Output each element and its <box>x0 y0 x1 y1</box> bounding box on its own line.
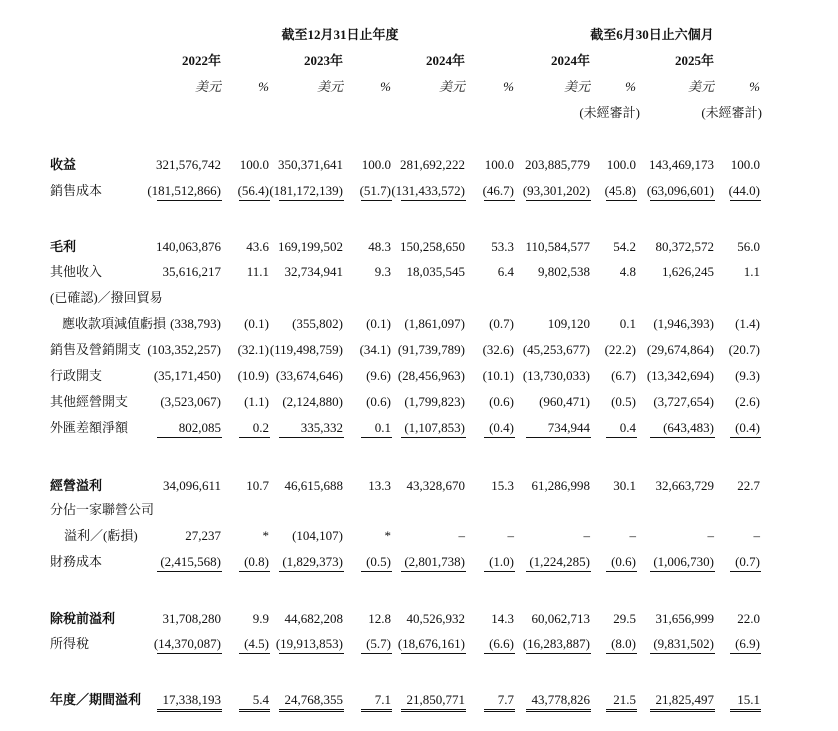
amount-cell: 9,802,538 <box>538 264 590 279</box>
percent-cell: 53.3 <box>491 239 514 254</box>
subtotal-underline <box>526 571 591 572</box>
subtotal-underline <box>239 653 270 654</box>
subtotal-underline <box>526 200 591 201</box>
row-label: 所得稅 <box>50 636 90 651</box>
percent-cell: (0.7) <box>489 316 514 331</box>
percent-cell: 1.1 <box>743 264 760 279</box>
row-label: 行政開支 <box>50 368 103 383</box>
percent-cell: 0.1 <box>619 316 636 331</box>
amount-cell: – <box>458 528 465 543</box>
amount-cell: 32,663,729 <box>655 478 714 493</box>
amount-cell: 1,626,245 <box>662 264 714 279</box>
unit-percent-label: % <box>380 79 391 94</box>
percent-cell: 0.1 <box>374 420 391 435</box>
total-double-underline <box>526 709 591 712</box>
amount-cell: 203,885,779 <box>525 157 590 172</box>
subtotal-underline <box>484 571 515 572</box>
amount-cell: (119,498,759) <box>269 342 343 357</box>
amount-cell: (28,456,963) <box>397 368 465 383</box>
amount-cell: 46,615,688 <box>284 478 343 493</box>
amount-cell: (16,283,887) <box>522 636 590 651</box>
amount-cell: (960,471) <box>539 394 590 409</box>
amount-cell: 40,526,932 <box>406 611 465 626</box>
amount-cell: (131,433,572) <box>391 183 465 198</box>
percent-cell: (0.5) <box>611 394 636 409</box>
percent-cell: 48.3 <box>368 239 391 254</box>
percent-cell: (8.0) <box>611 636 636 651</box>
percent-cell: 43.6 <box>246 239 269 254</box>
amount-cell: 321,576,742 <box>156 157 221 172</box>
unit-percent-label: % <box>625 79 636 94</box>
subtotal-underline <box>650 437 715 438</box>
percent-cell: (2.6) <box>735 394 760 409</box>
subtotal-underline <box>730 571 761 572</box>
amount-cell: 150,258,650 <box>400 239 465 254</box>
percent-cell: 100.0 <box>239 157 269 172</box>
amount-cell: 27,237 <box>185 528 221 543</box>
percent-cell: (0.6) <box>489 394 514 409</box>
row-label: 分佔一家聯營公司 <box>50 502 155 517</box>
percent-cell: (0.4) <box>735 420 760 435</box>
amount-cell: (18,676,161) <box>397 636 465 651</box>
percent-cell: (9.6) <box>366 368 391 383</box>
amount-cell: 35,616,217 <box>162 264 221 279</box>
amount-cell: (1,006,730) <box>653 554 714 569</box>
amount-cell: 34,096,611 <box>162 478 221 493</box>
amount-cell: (1,107,853) <box>404 420 465 435</box>
subtotal-underline <box>157 200 222 201</box>
subtotal-underline <box>484 653 515 654</box>
percent-cell: 6.4 <box>497 264 514 279</box>
amount-cell: 802,085 <box>178 420 221 435</box>
percent-cell: 56.0 <box>737 239 760 254</box>
subtotal-underline <box>157 437 222 438</box>
amount-cell: (2,415,568) <box>160 554 221 569</box>
total-double-underline <box>157 709 222 712</box>
amount-cell: (91,739,789) <box>397 342 465 357</box>
subtotal-underline <box>730 437 761 438</box>
percent-cell: 22.7 <box>737 478 760 493</box>
subtotal-underline <box>606 653 637 654</box>
amount-cell: 17,338,193 <box>162 692 221 707</box>
total-double-underline <box>239 709 270 712</box>
percent-cell: (32.1) <box>237 342 269 357</box>
percent-cell: 15.1 <box>737 692 760 707</box>
amount-cell: (45,253,677) <box>522 342 590 357</box>
subtotal-underline <box>401 571 466 572</box>
percent-cell: (32.6) <box>482 342 514 357</box>
percent-cell: 100.0 <box>361 157 391 172</box>
percent-cell: (51.7) <box>359 183 391 198</box>
percent-cell: (0.7) <box>735 554 760 569</box>
subtotal-underline <box>401 437 466 438</box>
amount-cell: (181,512,866) <box>147 183 221 198</box>
amount-cell: 281,692,222 <box>400 157 465 172</box>
subtotal-underline <box>279 437 344 438</box>
percent-cell: (56.4) <box>237 183 269 198</box>
amount-cell: (14,370,087) <box>153 636 221 651</box>
percent-cell: 22.0 <box>737 611 760 626</box>
percent-cell: – <box>507 528 514 543</box>
total-double-underline <box>361 709 392 712</box>
amount-cell: (181,172,139) <box>269 183 343 198</box>
amount-cell: 24,768,355 <box>284 692 343 707</box>
percent-cell: (4.5) <box>244 636 269 651</box>
subtotal-underline <box>279 571 344 572</box>
subtotal-underline <box>239 200 270 201</box>
percent-cell: (0.4) <box>489 420 514 435</box>
subtotal-underline <box>361 437 392 438</box>
percent-cell: (45.8) <box>604 183 636 198</box>
subtotal-underline <box>730 653 761 654</box>
subtotal-underline <box>606 200 637 201</box>
percent-cell: – <box>753 528 760 543</box>
row-label: 經營溢利 <box>50 478 103 493</box>
amount-cell: (63,096,601) <box>646 183 714 198</box>
row-label: 其他收入 <box>50 264 103 279</box>
amount-cell: (9,831,502) <box>653 636 714 651</box>
percent-cell: (0.1) <box>244 316 269 331</box>
amount-cell: (103,352,257) <box>147 342 221 357</box>
amount-cell: 21,850,771 <box>406 692 465 707</box>
amount-cell: 169,199,502 <box>278 239 343 254</box>
percent-cell: (44.0) <box>728 183 760 198</box>
percent-cell: 12.8 <box>368 611 391 626</box>
percent-cell: (0.6) <box>366 394 391 409</box>
amount-cell: (33,674,646) <box>275 368 343 383</box>
percent-cell: 100.0 <box>484 157 514 172</box>
year-header: 2024年 <box>550 53 590 68</box>
percent-cell: 100.0 <box>730 157 760 172</box>
percent-cell: 0.4 <box>619 420 636 435</box>
amount-cell: 335,332 <box>300 420 343 435</box>
percent-cell: 9.9 <box>252 611 269 626</box>
percent-cell: (22.2) <box>604 342 636 357</box>
amount-cell: 143,469,173 <box>649 157 714 172</box>
subtotal-underline <box>650 653 715 654</box>
subtotal-underline <box>279 653 344 654</box>
amount-cell: 61,286,998 <box>531 478 590 493</box>
amount-cell: 31,708,280 <box>162 611 221 626</box>
percent-cell: – <box>629 528 636 543</box>
row-label: 應收款項減值虧損 <box>62 316 167 331</box>
amount-cell: 44,682,208 <box>284 611 343 626</box>
percent-cell: 7.7 <box>497 692 514 707</box>
amount-cell: 110,584,577 <box>525 239 590 254</box>
row-label: 毛利 <box>50 239 77 254</box>
percent-cell: (6.6) <box>489 636 514 651</box>
subtotal-underline <box>526 653 591 654</box>
subtotal-underline <box>239 437 270 438</box>
amount-cell: 80,372,572 <box>655 239 714 254</box>
percent-cell: (1.0) <box>489 554 514 569</box>
amount-cell: (1,224,285) <box>529 554 590 569</box>
subtotal-underline <box>401 200 466 201</box>
row-label: (已確認)／撥回貿易 <box>50 290 163 305</box>
unit-usd-label: 美元 <box>563 79 590 94</box>
amount-cell: (35,171,450) <box>153 368 221 383</box>
amount-cell: (29,674,864) <box>646 342 714 357</box>
amount-cell: 43,328,670 <box>406 478 465 493</box>
percent-cell: (0.8) <box>244 554 269 569</box>
subtotal-underline <box>157 653 222 654</box>
subtotal-underline <box>606 571 637 572</box>
total-double-underline <box>730 709 761 712</box>
percent-cell: 54.2 <box>613 239 636 254</box>
row-label: 年度／期間溢利 <box>50 692 142 707</box>
percent-cell: (20.7) <box>728 342 760 357</box>
year-header: 2022年 <box>181 53 221 68</box>
amount-cell: (2,801,738) <box>404 554 465 569</box>
percent-cell: 30.1 <box>613 478 636 493</box>
percent-cell: 11.1 <box>246 264 269 279</box>
subtotal-underline <box>157 571 222 572</box>
percent-cell: 15.3 <box>491 478 514 493</box>
row-label: 財務成本 <box>50 554 103 569</box>
amount-cell: 43,778,826 <box>531 692 590 707</box>
percent-cell: 14.3 <box>491 611 514 626</box>
amount-cell: (19,913,853) <box>275 636 343 651</box>
amount-cell: 21,825,497 <box>655 692 714 707</box>
amount-cell: (2,124,880) <box>282 394 343 409</box>
unit-usd-label: 美元 <box>687 79 714 94</box>
unit-percent-label: % <box>258 79 269 94</box>
percent-cell: * <box>262 528 269 543</box>
percent-cell: * <box>384 528 391 543</box>
amount-cell: (643,483) <box>663 420 714 435</box>
amount-cell: 140,063,876 <box>156 239 221 254</box>
amount-cell: (13,342,694) <box>646 368 714 383</box>
percent-cell: (0.6) <box>611 554 636 569</box>
total-double-underline <box>606 709 637 712</box>
amount-cell: 60,062,713 <box>531 611 590 626</box>
percent-cell: (0.5) <box>366 554 391 569</box>
amount-cell: (355,802) <box>292 316 343 331</box>
amount-cell: (1,861,097) <box>404 316 465 331</box>
total-double-underline <box>650 709 715 712</box>
row-label: 收益 <box>50 157 77 172</box>
row-label: 銷售及營銷開支 <box>50 342 142 357</box>
total-double-underline <box>401 709 466 712</box>
unaudited-note: (未經審計) <box>579 105 640 120</box>
amount-cell: (3,523,067) <box>160 394 221 409</box>
unit-percent-label: % <box>749 79 760 94</box>
group-header-fiscal-year: 截至12月31日止年度 <box>281 27 399 42</box>
amount-cell: (1,799,823) <box>404 394 465 409</box>
amount-cell: 32,734,941 <box>284 264 343 279</box>
percent-cell: (5.7) <box>366 636 391 651</box>
percent-cell: (46.7) <box>482 183 514 198</box>
subtotal-underline <box>401 653 466 654</box>
percent-cell: 100.0 <box>606 157 636 172</box>
percent-cell: (0.1) <box>366 316 391 331</box>
percent-cell: 10.7 <box>246 478 269 493</box>
amount-cell: (1,946,393) <box>653 316 714 331</box>
subtotal-underline <box>361 200 392 201</box>
amount-cell: 734,944 <box>547 420 590 435</box>
percent-cell: 0.2 <box>252 420 269 435</box>
row-label: 外匯差額淨額 <box>50 420 129 435</box>
subtotal-underline <box>484 200 515 201</box>
percent-cell: 29.5 <box>613 611 636 626</box>
year-header: 2023年 <box>303 53 343 68</box>
total-double-underline <box>484 709 515 712</box>
subtotal-underline <box>361 653 392 654</box>
percent-cell: (1.1) <box>244 394 269 409</box>
amount-cell: 350,371,641 <box>278 157 343 172</box>
year-header: 2024年 <box>425 53 465 68</box>
percent-cell: 13.3 <box>368 478 391 493</box>
subtotal-underline <box>606 437 637 438</box>
subtotal-underline <box>650 200 715 201</box>
unaudited-note: (未經審計) <box>701 105 762 120</box>
amount-cell: (93,301,202) <box>522 183 590 198</box>
total-double-underline <box>279 709 344 712</box>
unit-usd-label: 美元 <box>316 79 343 94</box>
subtotal-underline <box>730 200 761 201</box>
row-label: 銷售成本 <box>50 183 103 198</box>
percent-cell: 21.5 <box>613 692 636 707</box>
amount-cell: (104,107) <box>292 528 343 543</box>
row-label: 除稅前溢利 <box>50 611 116 626</box>
amount-cell: (1,829,373) <box>282 554 343 569</box>
percent-cell: (6.9) <box>735 636 760 651</box>
subtotal-underline <box>526 437 591 438</box>
amount-cell: (13,730,033) <box>522 368 590 383</box>
year-header: 2025年 <box>674 53 714 68</box>
percent-cell: (1.4) <box>735 316 760 331</box>
percent-cell: (10.9) <box>237 368 269 383</box>
percent-cell: (34.1) <box>359 342 391 357</box>
percent-cell: 5.4 <box>252 692 269 707</box>
unit-percent-label: % <box>503 79 514 94</box>
amount-cell: 18,035,545 <box>406 264 465 279</box>
subtotal-underline <box>239 571 270 572</box>
amount-cell: (338,793) <box>170 316 221 331</box>
row-label: 其他經營開支 <box>50 394 129 409</box>
subtotal-underline <box>361 571 392 572</box>
amount-cell: 31,656,999 <box>655 611 714 626</box>
percent-cell: (10.1) <box>482 368 514 383</box>
unit-usd-label: 美元 <box>194 79 221 94</box>
subtotal-underline <box>650 571 715 572</box>
amount-cell: 109,120 <box>547 316 590 331</box>
percent-cell: 7.1 <box>374 692 391 707</box>
percent-cell: 4.8 <box>619 264 636 279</box>
amount-cell: (3,727,654) <box>653 394 714 409</box>
percent-cell: (9.3) <box>735 368 760 383</box>
amount-cell: – <box>583 528 590 543</box>
subtotal-underline <box>484 437 515 438</box>
unit-usd-label: 美元 <box>438 79 465 94</box>
subtotal-underline <box>279 200 344 201</box>
group-header-half-year: 截至6月30日止六個月 <box>590 27 714 42</box>
percent-cell: (6.7) <box>611 368 636 383</box>
amount-cell: – <box>707 528 714 543</box>
row-label: 溢利／(虧損) <box>64 528 138 543</box>
percent-cell: 9.3 <box>374 264 391 279</box>
